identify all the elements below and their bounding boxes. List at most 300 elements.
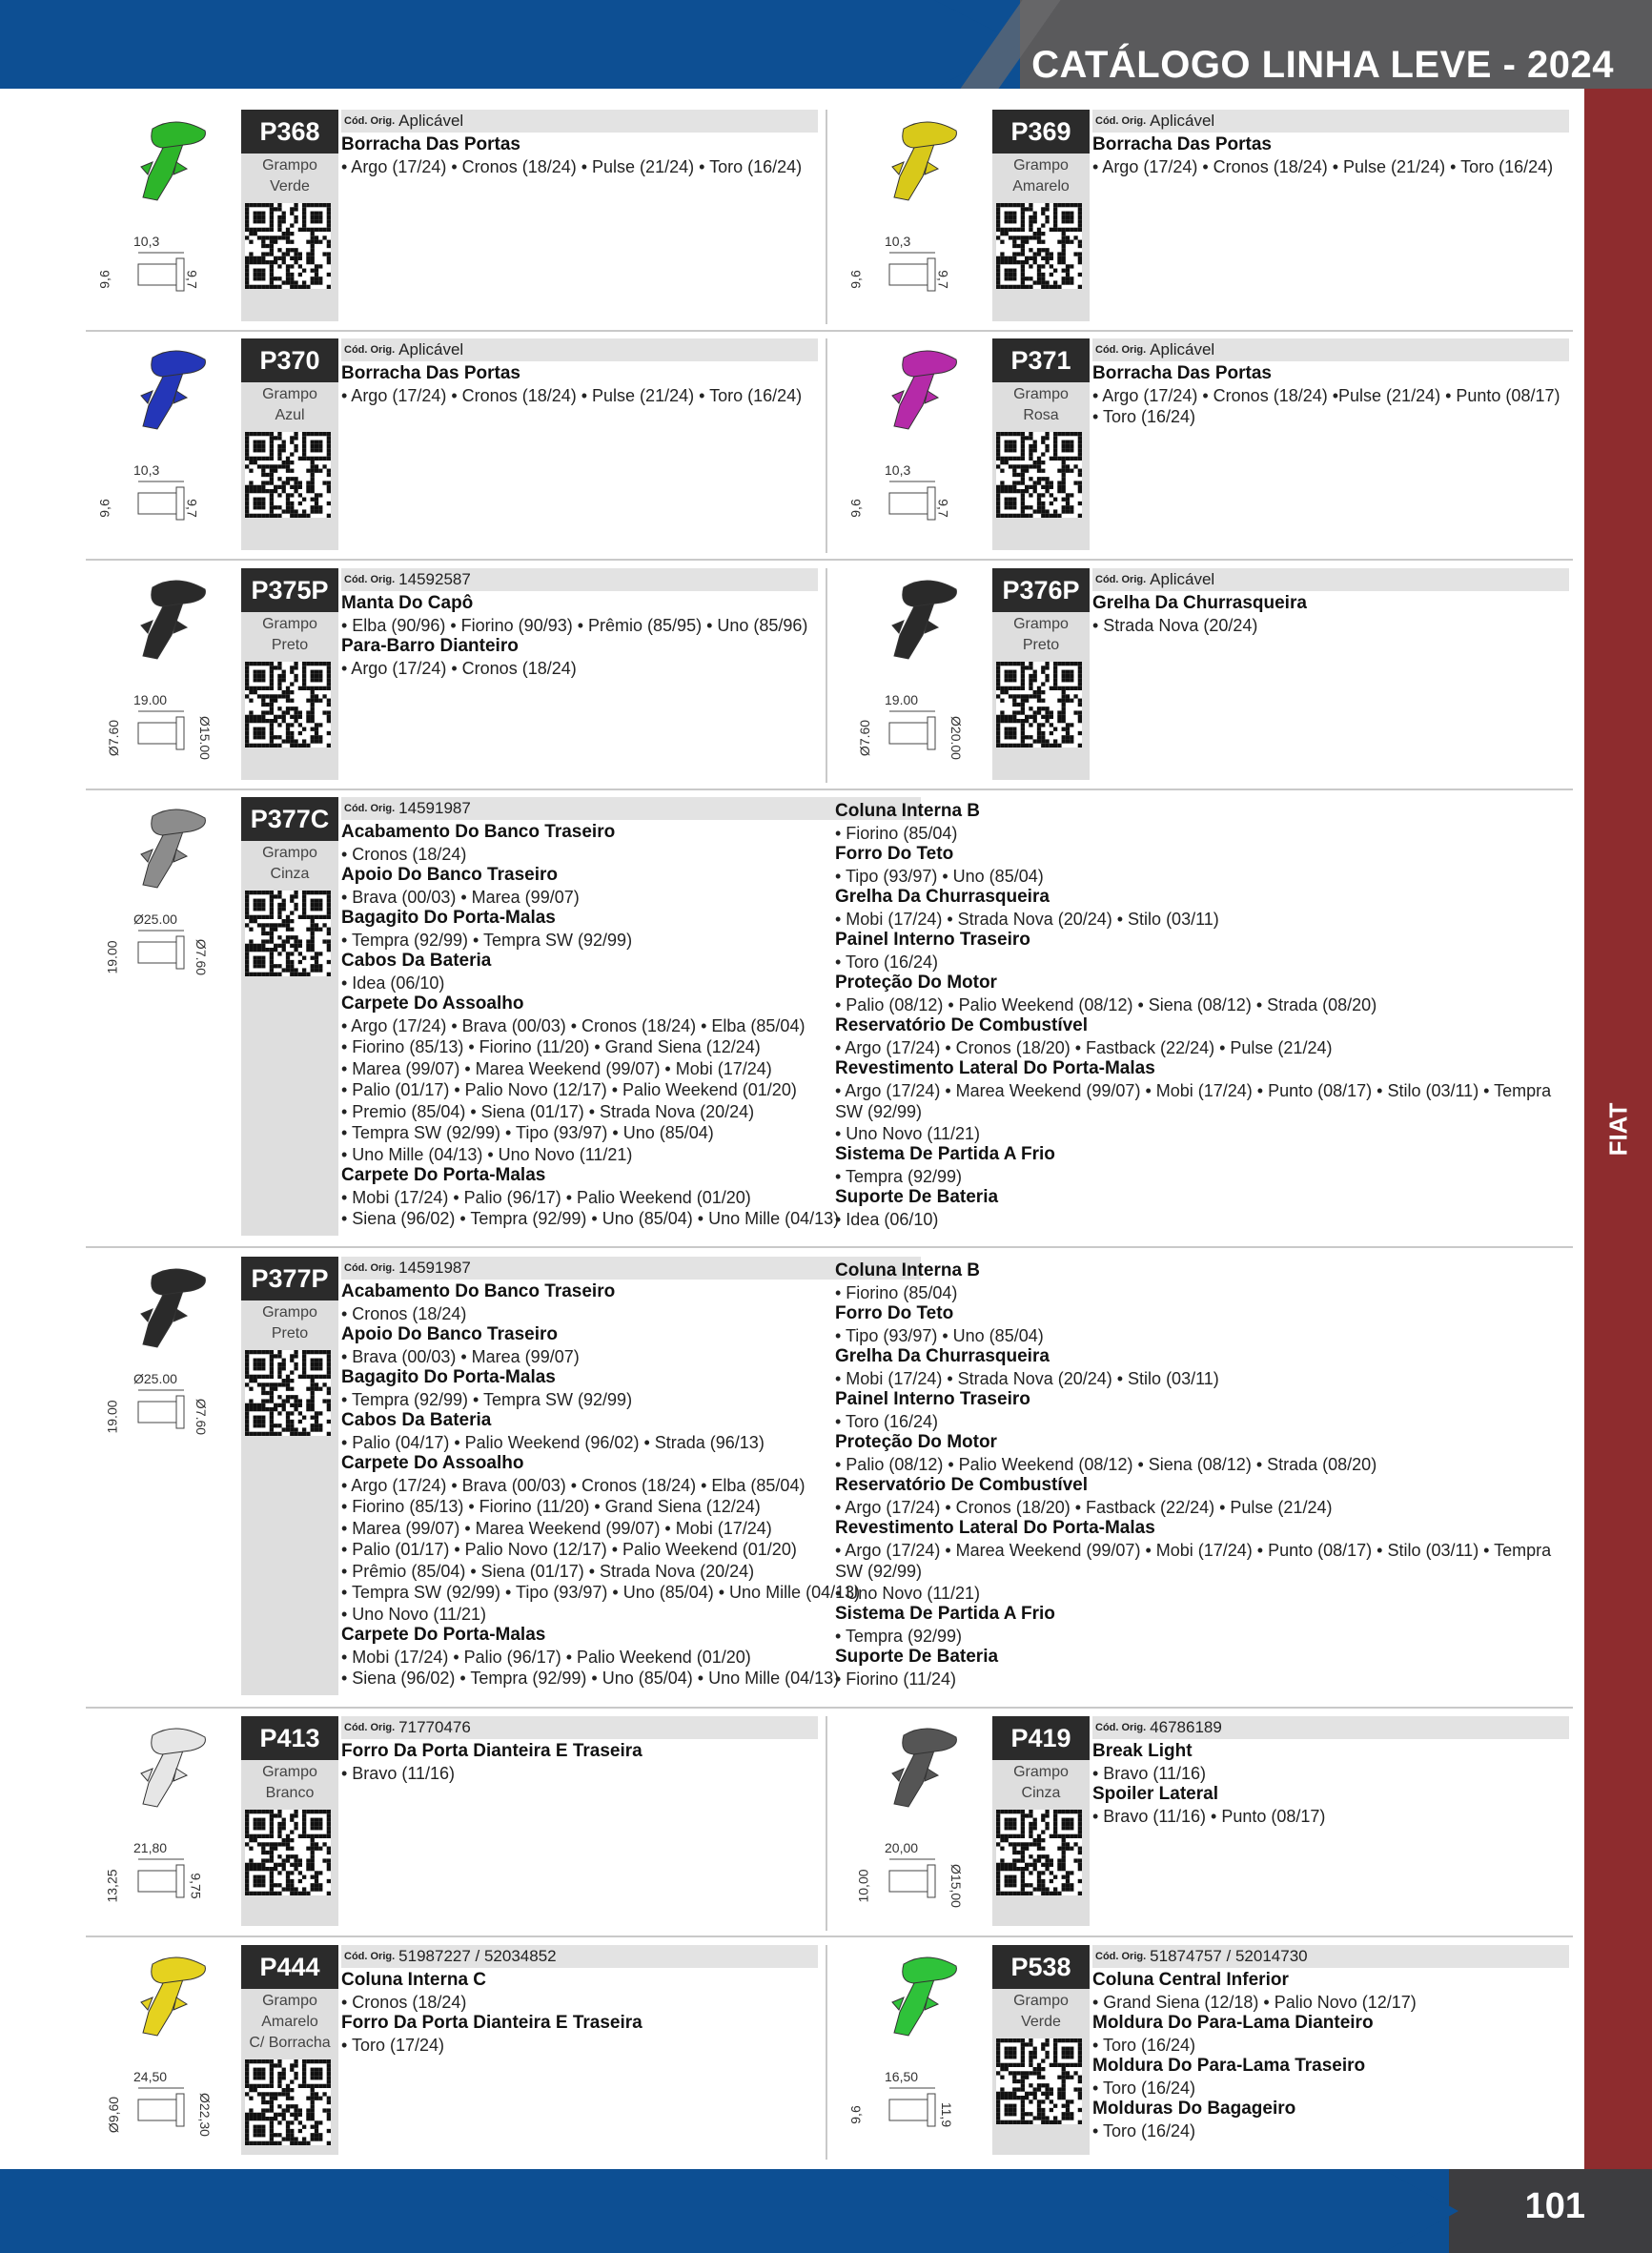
application-title: Borracha Das Portas [341,363,520,383]
original-code [341,797,921,820]
application-title: Coluna Central Inferior [1092,1970,1289,1990]
application-vehicles: • Palio (01/17) • Palio Novo (12/17) • Palio Weekend (01/20) [341,1540,797,1559]
application-vehicles: • Tempra SW (92/99) • Tipo (93/97) • Uno (85/04) • Uno Mille (04/13) [341,1583,861,1602]
product-color: Cinza [1021,1785,1061,1801]
product-code-panel [992,568,1090,780]
section-divider [86,1246,1573,1248]
section-divider [86,330,1573,332]
application-vehicles: • Uno Novo (11/21) [341,1604,487,1624]
original-code-value: 71770476 [398,1718,471,1736]
qr-code-icon [996,203,1082,289]
product-type-info [992,1760,1090,1804]
application-title: Forro Do Teto [835,1303,954,1323]
dimension-label: 9,6 [96,499,112,518]
column-divider [826,338,827,553]
application-vehicles: • Bravo (11/16) • Punto (08/17) [1092,1806,1326,1826]
page-number: 101 [1524,2186,1585,2226]
product-code: P377P [241,1257,338,1301]
product-color: Preto [1022,637,1060,653]
product-details [341,1257,921,1690]
dimension-label: 9,7 [935,270,951,289]
application-vehicles: • Argo (17/24) • Cronos (18/24) [341,658,577,678]
product-type-info [241,1760,338,1804]
product-color: Verde [270,178,310,195]
application-title: Revestimento Lateral Do Porta-Malas [835,1058,1155,1078]
column-divider [826,1945,827,2160]
column-divider [826,568,827,783]
application-vehicles: • Mobi (17/24) • Palio (96/17) • Palio Weekend (01/20) [341,1187,751,1207]
qr-code [245,2059,331,2145]
product-code: P444 [241,1945,338,1989]
clip-photo-icon [846,110,980,222]
product-code-panel [992,110,1090,321]
product-type-info [992,154,1090,197]
application-vehicles: • Tempra SW (92/99) • Tipo (93/97) • Uno (85/04) [341,1123,714,1142]
application-vehicles: • Tempra (92/99) [835,1166,963,1186]
application-title: Grelha Da Churrasqueira [835,887,1050,907]
application-vehicles: • Fiorino (85/04) [835,823,958,843]
clip-photo-icon [95,1716,229,1829]
product-card [95,338,825,555]
original-code-value: 46786189 [1150,1718,1222,1736]
application-vehicles: • Uno Novo (11/21) [835,1123,981,1143]
application-vehicles: • Tempra (92/99) • Tempra SW (92/99) [341,930,633,950]
product-card [95,568,825,785]
application-title: Grelha Da Churrasqueira [1092,593,1307,613]
dimension-label: 9,7 [184,499,200,518]
application-vehicles: • Palio (08/12) • Palio Weekend (08/12) • Siena (08/12) • Strada (08/20) [835,1454,1377,1474]
application-title: Reservatório De Combustível [835,1015,1089,1035]
dimension-label: 10,3 [133,462,160,478]
product-color: Amarelo [261,2014,318,2030]
clip-photo-icon [95,110,229,222]
original-code-label: Cód. Orig. [344,1951,396,1962]
qr-code [996,662,1082,748]
original-code-label: Cód. Orig. [344,803,396,814]
product-drawing [95,911,229,1002]
application-vehicles: • Argo (17/24) • Cronos (18/24) •Pulse (21/24) • Punto (08/17) [1092,385,1560,405]
dimension-label: 9,75 [188,1873,204,1899]
original-code-value: Aplicável [1150,570,1215,588]
product-type: Grampo [262,1993,317,2009]
product-card [95,797,1552,1240]
product-code: P413 [241,1716,338,1760]
technical-drawing-icon [95,462,229,546]
product-code-panel [241,1257,338,1695]
qr-code [996,1810,1082,1895]
dimension-label: Ø15,00 [948,1864,964,1908]
product-type: Grampo [1013,386,1069,402]
original-code [1092,338,1569,361]
product-type-info [241,841,338,885]
dimension-label: Ø7.60 [194,1398,210,1436]
application-vehicles: • Elba (90/96) • Fiorino (90/93) • Prêmio (85/95) • Uno (85/96) [341,615,808,635]
product-details [341,1945,818,2056]
original-code-value: Aplicável [398,340,464,358]
product-type: Grampo [262,845,317,861]
product-type: Grampo [1013,157,1069,174]
product-details [341,338,818,406]
product-details [1092,568,1569,636]
product-type: Grampo [262,386,317,402]
product-details [341,110,818,177]
original-code-label: Cód. Orig. [1095,574,1147,585]
product-code: P376P [992,568,1090,612]
section-divider [86,789,1573,790]
application-vehicles: • Idea (06/10) [835,1209,939,1229]
clip-photo-icon [95,338,229,451]
product-type-info [992,612,1090,656]
application-vehicles: • Palio (04/17) • Palio Weekend (96/02) • Strada (96/13) [341,1432,765,1452]
original-code-value: Aplicável [398,112,464,130]
application-vehicles: • Prêmio (85/04) • Siena (01/17) • Strada Nova (20/24) [341,1561,755,1581]
product-code-panel [241,797,338,1236]
product-details-column2 [835,1260,1579,1690]
application-vehicles: • Fiorino (11/24) [835,1669,957,1689]
dimension-label: 9,6 [847,499,864,518]
product-color: Amarelo [1012,178,1070,195]
application-title: Painel Interno Traseiro [835,1389,1030,1409]
product-card [95,1716,825,1931]
application-title: Bagagito Do Porta-Malas [341,1367,556,1387]
product-photo [846,1716,980,1829]
dimension-label: 20,00 [885,1840,919,1855]
application-title: Carpete Do Porta-Malas [341,1625,546,1645]
qr-code-icon [996,432,1082,518]
technical-drawing-icon [95,234,229,317]
original-code-value: 14592587 [398,570,471,588]
application-vehicles: • Toro (16/24) [835,952,939,972]
product-code-panel [241,110,338,321]
product-photo [95,797,229,910]
qr-code-icon [245,432,331,518]
qr-code [245,1350,331,1436]
application-vehicles: • Argo (17/24) • Marea Weekend (99/07) • Mobi (17/24) • Punto (08/17) • Stilo (03/11) • Tempra SW (92/99) [835,1540,1552,1581]
application-vehicles: • Siena (96/02) • Tempra (92/99) • Uno (85/04) • Uno Mille (04/13) [341,1669,840,1688]
product-drawing [95,1371,229,1462]
original-code-label: Cód. Orig. [344,344,396,356]
original-code-value: Aplicável [1150,112,1215,130]
application-vehicles: • Palio (08/12) • Palio Weekend (08/12) • Siena (08/12) • Strada (08/20) [835,994,1377,1014]
product-code: P371 [992,338,1090,382]
product-photo [95,1945,229,2058]
dimension-label: Ø20.00 [948,716,964,760]
original-code-label: Cód. Orig. [344,115,396,127]
application-title: Suporte De Bateria [835,1187,999,1207]
application-vehicles: • Grand Siena (12/18) • Palio Novo (12/17) [1092,1992,1417,2012]
application-vehicles: • Siena (96/02) • Tempra (92/99) • Uno (85/04) • Uno Mille (04/13) [341,1209,840,1228]
original-code [341,110,818,133]
dimension-label: Ø7.60 [194,938,210,976]
clip-photo-icon [95,568,229,681]
application-title: Carpete Do Assoalho [341,993,524,1014]
qr-code-icon [245,1350,331,1436]
product-color: Verde [1021,2014,1061,2030]
dimension-label: 9,6 [96,270,112,289]
product-card [95,110,825,326]
application-title: Sistema De Partida A Frio [835,1144,1055,1164]
application-title: Revestimento Lateral Do Porta-Malas [835,1518,1155,1538]
product-photo [95,568,229,681]
qr-code [245,891,331,976]
clip-photo-icon [95,1257,229,1369]
application-vehicles: • Brava (00/03) • Marea (99/07) [341,1346,580,1366]
product-details [1092,110,1569,177]
product-drawing [846,462,980,553]
clip-photo-icon [846,1716,980,1829]
dimension-label: 19.00 [104,1400,120,1434]
application-vehicles: • Toro (17/24) [341,2035,445,2055]
clip-photo-icon [95,1945,229,2058]
application-vehicles: • Palio (01/17) • Palio Novo (12/17) • Palio Weekend (01/20) [341,1080,797,1099]
dimension-label: 9,6 [847,2105,864,2124]
application-title: Grelha Da Churrasqueira [835,1346,1050,1366]
clip-photo-icon [95,797,229,910]
product-code-panel [992,338,1090,550]
application-vehicles: • Cronos (18/24) [341,844,467,864]
dimension-label: 10,3 [133,234,160,249]
original-code [1092,568,1569,591]
dimension-label: Ø7.60 [857,719,873,757]
original-code-label: Cód. Orig. [344,1262,396,1274]
application-title: Forro Do Teto [835,844,954,864]
application-vehicles: • Tipo (93/97) • Uno (85/04) [835,1325,1044,1345]
qr-code-icon [996,1810,1082,1895]
qr-code-icon [245,891,331,976]
product-drawing [846,234,980,324]
qr-code [996,432,1082,518]
application-vehicles: • Bravo (11/16) [341,1763,456,1783]
product-type: Grampo [1013,616,1069,632]
product-type-info [241,1301,338,1344]
product-code: P368 [241,110,338,154]
product-details [341,568,818,679]
product-type: Grampo [262,1764,317,1780]
product-color: Preto [271,1325,309,1342]
dimension-label: Ø9,60 [106,2096,122,2134]
dimension-label: 19.00 [133,692,168,707]
product-type-info [241,612,338,656]
product-photo [846,568,980,681]
application-title: Forro Da Porta Dianteira E Traseira [341,1741,642,1761]
product-code-panel [241,1716,338,1926]
dimension-label: 16,50 [885,2069,919,2084]
application-title: Para-Barro Dianteiro [341,636,519,656]
application-title: Forro Da Porta Dianteira E Traseira [341,2013,642,2033]
product-drawing [846,2069,980,2160]
application-vehicles: • Tipo (93/97) • Uno (85/04) [835,866,1044,886]
dimension-label: Ø15.00 [196,716,213,760]
original-code-label: Cód. Orig. [1095,1951,1147,1962]
application-title: Spoiler Lateral [1092,1784,1218,1804]
product-photo [846,1945,980,2058]
dimension-label: 10,00 [855,1869,871,1903]
product-card [95,1945,825,2160]
technical-drawing-icon [846,234,980,317]
product-drawing [95,2069,229,2160]
original-code [341,1716,818,1739]
product-type-info [992,382,1090,426]
application-vehicles: • Toro (16/24) [835,1411,939,1431]
application-title: Molduras Do Bagageiro [1092,2099,1296,2119]
application-title: Coluna Interna B [835,801,981,821]
product-code: P538 [992,1945,1090,1989]
product-color: Branco [265,1785,315,1801]
product-color: Azul [275,407,305,423]
application-title: Cabos Da Bateria [341,1410,492,1430]
dimension-label: 24,50 [133,2069,168,2084]
application-title: Sistema De Partida A Frio [835,1604,1055,1624]
product-type-info [241,154,338,197]
application-vehicles: • Fiorino (85/13) • Fiorino (11/20) • Grand Siena (12/24) [341,1497,761,1516]
product-drawing [846,1840,980,1931]
qr-code [996,2038,1082,2124]
original-code-value: 14591987 [398,1259,471,1277]
brand-sidebar [1584,89,1652,2169]
application-vehicles: • Argo (17/24) • Cronos (18/24) • Pulse (21/24) • Toro (16/24) [1092,156,1554,176]
product-card [846,1945,1576,2160]
section-divider [86,1936,1573,1937]
application-vehicles: • Strada Nova (20/24) [1092,615,1258,635]
product-photo [95,1257,229,1369]
application-title: Borracha Das Portas [341,134,520,154]
product-type: Grampo [262,1304,317,1321]
original-code-value: 51987227 / 52034852 [398,1947,557,1965]
application-vehicles: • Bravo (11/16) [1092,1763,1207,1783]
clip-photo-icon [846,568,980,681]
application-title: Carpete Do Porta-Malas [341,1165,546,1185]
product-code: P375P [241,568,338,612]
original-code-value: 14591987 [398,799,471,817]
clip-photo-icon [846,338,980,451]
application-vehicles: • Cronos (18/24) [341,1992,467,2012]
product-card [846,110,1576,326]
product-code-panel [992,1716,1090,1926]
product-type-info [241,382,338,426]
product-code: P377C [241,797,338,841]
product-details [1092,1945,1569,2141]
original-code [341,1945,818,1968]
product-color-note: C/ Borracha [249,2035,331,2051]
product-drawing [95,1840,229,1931]
original-code-label: Cód. Orig. [344,574,396,585]
application-title: Acabamento Do Banco Traseiro [341,822,616,842]
original-code [341,338,818,361]
product-type: Grampo [1013,1764,1069,1780]
application-title: Apoio Do Banco Traseiro [341,865,558,885]
application-title: Proteção Do Motor [835,1432,997,1452]
application-title: Carpete Do Assoalho [341,1453,524,1473]
application-vehicles: • Tempra (92/99) [835,1626,963,1646]
qr-code-icon [996,662,1082,748]
application-vehicles: • Fiorino (85/04) [835,1282,958,1302]
product-card [95,1257,1552,1700]
qr-code [245,1810,331,1895]
product-card [846,338,1576,555]
application-title: Cabos Da Bateria [341,951,492,971]
product-card [846,568,1576,785]
application-vehicles: • Premio (85/04) • Siena (01/17) • Strada Nova (20/24) [341,1101,755,1121]
application-vehicles: • Marea (99/07) • Marea Weekend (99/07) • Mobi (17/24) [341,1518,772,1538]
application-title: Proteção Do Motor [835,973,997,993]
application-vehicles: • Fiorino (85/13) • Fiorino (11/20) • Grand Siena (12/24) [341,1037,761,1056]
qr-code [245,662,331,748]
application-vehicles: • Marea (99/07) • Marea Weekend (99/07) • Mobi (17/24) [341,1058,772,1078]
product-details-column2 [835,801,1579,1230]
application-vehicles: • Argo (17/24) • Cronos (18/24) • Pulse (21/24) • Toro (16/24) [341,385,803,405]
application-vehicles: • Mobi (17/24) • Palio (96/17) • Palio Weekend (01/20) [341,1647,751,1667]
product-photo [846,338,980,451]
product-code: P419 [992,1716,1090,1760]
original-code-label: Cód. Orig. [1095,344,1147,356]
dimension-label: Ø25.00 [133,1371,177,1386]
product-code: P369 [992,110,1090,154]
dimension-label: 19.00 [885,692,919,707]
product-photo [846,110,980,222]
product-code-panel [241,338,338,550]
product-details [341,797,921,1230]
dimension-label: Ø22,30 [196,2093,213,2137]
original-code-label: Cód. Orig. [1095,1722,1147,1733]
product-type-info [241,1989,338,2054]
dimension-label: 11,9 [939,2101,955,2128]
catalog-title: CATÁLOGO LINHA LEVE - 2024 [1031,44,1614,86]
dimension-label: 10,3 [885,234,911,249]
dimension-label: 10,3 [885,462,911,478]
application-title: Borracha Das Portas [1092,363,1272,383]
qr-code-icon [245,2059,331,2145]
application-title: Bagagito Do Porta-Malas [341,908,556,928]
footer-bar [0,2169,1652,2253]
product-details [1092,1716,1569,1827]
application-vehicles: • Toro (16/24) [1092,2120,1196,2140]
application-vehicles: • Argo (17/24) • Cronos (18/20) • Fastback (22/24) • Pulse (21/24) [835,1497,1333,1517]
product-color: Preto [271,637,309,653]
application-vehicles: • Argo (17/24) • Cronos (18/24) • Pulse (21/24) • Toro (16/24) [341,156,803,176]
original-code-label: Cód. Orig. [344,1722,396,1733]
original-code-value: 51874757 / 52014730 [1150,1947,1308,1965]
original-code-label: Cód. Orig. [1095,115,1147,127]
application-vehicles: • Cronos (18/24) [341,1303,467,1323]
section-divider [86,559,1573,561]
application-vehicles: • Uno Novo (11/21) [835,1583,981,1603]
product-code: P370 [241,338,338,382]
product-type: Grampo [262,616,317,632]
original-code [1092,110,1569,133]
original-code [341,1257,921,1280]
application-title: Painel Interno Traseiro [835,930,1030,950]
dimension-label: 13,25 [104,1869,120,1903]
product-details [1092,338,1569,428]
application-vehicles: • Argo (17/24) • Brava (00/03) • Cronos (18/24) • Elba (85/04) [341,1015,806,1035]
application-title: Moldura Do Para-Lama Dianteiro [1092,2013,1374,2033]
application-vehicles: • Toro (16/24) [1092,2078,1196,2098]
application-vehicles: • Argo (17/24) • Brava (00/03) • Cronos (18/24) • Elba (85/04) [341,1475,806,1495]
column-divider [826,110,827,324]
application-vehicles: • Toro (16/24) [1092,2035,1196,2055]
technical-drawing-icon [846,462,980,546]
qr-code-icon [245,1810,331,1895]
qr-code-icon [996,2038,1082,2124]
product-photo [95,338,229,451]
product-code-panel [241,568,338,780]
product-code-panel [241,1945,338,2155]
application-vehicles: • Idea (06/10) [341,973,445,993]
application-vehicles: • Mobi (17/24) • Strada Nova (20/24) • Stilo (03/11) [835,909,1219,929]
qr-code [996,203,1082,289]
application-vehicles: • Brava (00/03) • Marea (99/07) [341,887,580,907]
product-card [846,1716,1576,1931]
